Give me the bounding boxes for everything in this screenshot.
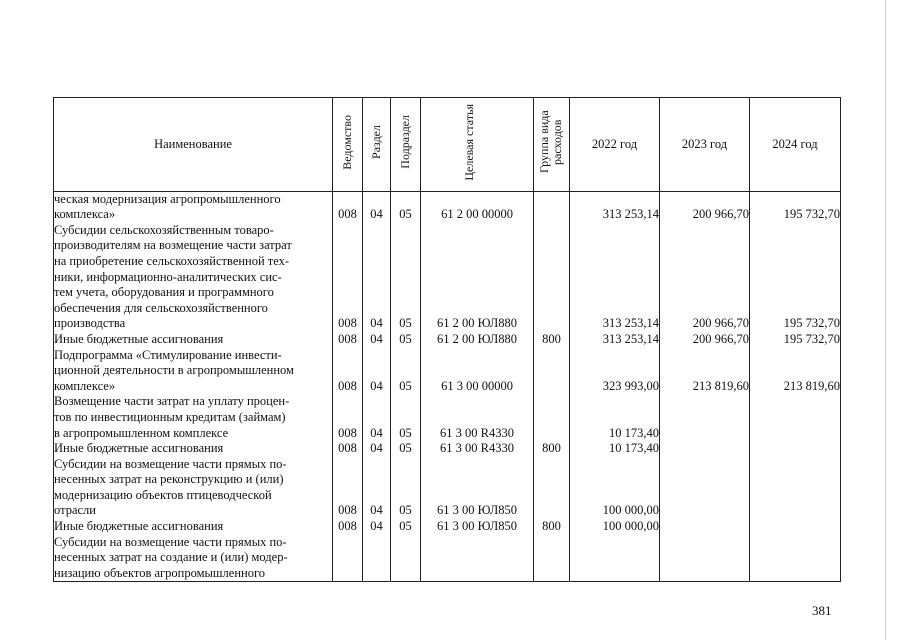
cell-target-article: 61 3 00 ЮЛ850 <box>421 457 534 519</box>
cell-name <box>54 519 333 535</box>
cell-target-article: 61 3 00 ЮЛ850 <box>421 519 534 535</box>
cell-2023: 200 966,70 <box>660 223 750 332</box>
cell-2023 <box>660 441 750 457</box>
name-line: Подпрограмма «Стимулирование инвести- <box>54 347 282 362</box>
cell-ministry <box>333 535 363 582</box>
table-row <box>54 223 841 332</box>
name-line: низацию объектов агропромышленного <box>54 565 266 580</box>
table-row <box>54 457 841 519</box>
cell-2024 <box>750 394 841 441</box>
cell-expense-group: 800 <box>534 441 570 457</box>
cell-section: 04 <box>363 394 391 441</box>
cell-2023 <box>660 394 750 441</box>
cell-subsection: 05 <box>391 191 421 223</box>
header-name: Наименование <box>54 98 333 192</box>
cell-2024 <box>750 519 841 535</box>
name-line: модернизацию объектов птицеводческой <box>54 487 272 502</box>
table-row <box>54 441 841 457</box>
cell-section: 04 <box>363 348 391 395</box>
cell-expense-group <box>534 457 570 519</box>
cell-expense-group <box>534 394 570 441</box>
cell-ministry: 008 <box>333 394 363 441</box>
name-line: на приобретение сельскохозяйственной тех- <box>54 253 290 268</box>
name-line: ники, информационно-аналитических сис- <box>54 269 282 284</box>
page-number: 381 <box>812 603 832 618</box>
cell-ministry: 008 <box>333 519 363 535</box>
cell-target-article <box>421 535 534 582</box>
name-line: Субсидии на возмещение части прямых по- <box>54 456 287 471</box>
budget-table <box>53 97 841 582</box>
cell-name <box>54 223 333 332</box>
name-line: в агропромышленном комплексе <box>54 425 229 440</box>
cell-target-article: 61 3 00 00000 <box>421 348 534 395</box>
cell-2023 <box>660 457 750 519</box>
cell-target-article: 61 2 00 ЮЛ880 <box>421 332 534 348</box>
cell-2023: 200 966,70 <box>660 332 750 348</box>
cell-section: 04 <box>363 457 391 519</box>
cell-2022: 313 253,14 <box>570 332 660 348</box>
name-line: производства <box>54 316 126 331</box>
cell-ministry: 008 <box>333 191 363 223</box>
cell-2022 <box>570 535 660 582</box>
name-line: несенных затрат на реконструкцию и (или) <box>54 472 284 487</box>
header-year-2024: 2024 год <box>750 98 841 192</box>
table-header-row <box>54 98 841 192</box>
cell-subsection: 05 <box>391 332 421 348</box>
name-line: комплексе» <box>54 378 116 393</box>
name-line: Субсидии на возмещение части прямых по- <box>54 534 287 549</box>
cell-subsection: 05 <box>391 348 421 395</box>
cell-section: 04 <box>363 223 391 332</box>
header-subsection: Подраздел <box>391 98 421 192</box>
name-line: Субсидии сельскохозяйственным товаро- <box>54 222 274 237</box>
table-row <box>54 394 841 441</box>
cell-subsection: 05 <box>391 457 421 519</box>
cell-2024 <box>750 441 841 457</box>
name-line: тов по инвестиционным кредитам (займам) <box>54 409 286 424</box>
name-line: ческая модернизация агропромышленного <box>54 191 281 206</box>
cell-subsection <box>391 535 421 582</box>
cell-2023 <box>660 519 750 535</box>
cell-target-article: 61 3 00 R4330 <box>421 441 534 457</box>
table-row <box>54 348 841 395</box>
cell-2022: 100 000,00 <box>570 457 660 519</box>
cell-2022: 10 173,40 <box>570 441 660 457</box>
name-line: тем учета, оборудования и программного <box>54 285 274 300</box>
cell-subsection: 05 <box>391 394 421 441</box>
cell-2022: 313 253,14 <box>570 191 660 223</box>
header-section: Раздел <box>363 98 391 192</box>
cell-2024 <box>750 457 841 519</box>
cell-ministry: 008 <box>333 457 363 519</box>
cell-ministry: 008 <box>333 348 363 395</box>
cell-2023: 200 966,70 <box>660 191 750 223</box>
cell-name <box>54 332 333 348</box>
name-line: Иные бюджетные ассигнования <box>54 441 224 456</box>
cell-expense-group <box>534 535 570 582</box>
table-row <box>54 519 841 535</box>
header-target-article: Целевая статья <box>421 98 534 192</box>
table-row <box>54 191 841 223</box>
cell-expense-group: 800 <box>534 519 570 535</box>
name-line: производителям на возмещение части затрат <box>54 238 292 253</box>
cell-subsection: 05 <box>391 519 421 535</box>
cell-section: 04 <box>363 191 391 223</box>
cell-subsection: 05 <box>391 223 421 332</box>
cell-subsection: 05 <box>391 441 421 457</box>
cell-ministry: 008 <box>333 441 363 457</box>
page-edge-line <box>885 0 886 640</box>
name-line: отрасли <box>54 503 96 518</box>
cell-expense-group <box>534 223 570 332</box>
header-year-2022: 2022 год <box>570 98 660 192</box>
header-year-2023: 2023 год <box>660 98 750 192</box>
cell-name <box>54 394 333 441</box>
cell-2023: 213 819,60 <box>660 348 750 395</box>
name-line: обеспечения для сельскохозяйственного <box>54 300 268 315</box>
header-expense-group: Группа вида расходов <box>534 98 570 192</box>
cell-section: 04 <box>363 332 391 348</box>
header-ministry: Ведомство <box>333 98 363 192</box>
name-line: Возмещение части затрат на уплату процен- <box>54 394 290 409</box>
cell-expense-group: 800 <box>534 332 570 348</box>
cell-2024 <box>750 535 841 582</box>
cell-target-article: 61 2 00 ЮЛ880 <box>421 223 534 332</box>
cell-name <box>54 348 333 395</box>
cell-ministry: 008 <box>333 332 363 348</box>
cell-2024: 195 732,70 <box>750 223 841 332</box>
cell-2024: 195 732,70 <box>750 191 841 223</box>
cell-target-article: 61 3 00 R4330 <box>421 394 534 441</box>
name-line: несенных затрат на создание и (или) модер- <box>54 550 288 565</box>
name-line: ционной деятельности в агропромышленном <box>54 363 294 378</box>
cell-expense-group <box>534 348 570 395</box>
cell-2022: 10 173,40 <box>570 394 660 441</box>
name-line: Иные бюджетные ассигнования <box>54 331 224 346</box>
table-row <box>54 535 841 582</box>
name-line: Иные бюджетные ассигнования <box>54 519 224 534</box>
cell-expense-group <box>534 191 570 223</box>
cell-2022: 323 993,00 <box>570 348 660 395</box>
cell-2024: 213 819,60 <box>750 348 841 395</box>
cell-section <box>363 535 391 582</box>
table-row <box>54 332 841 348</box>
cell-ministry: 008 <box>333 223 363 332</box>
cell-name <box>54 441 333 457</box>
cell-section: 04 <box>363 441 391 457</box>
cell-2022: 313 253,14 <box>570 223 660 332</box>
cell-2023 <box>660 535 750 582</box>
cell-2024: 195 732,70 <box>750 332 841 348</box>
cell-name <box>54 191 333 223</box>
cell-name <box>54 457 333 519</box>
name-line: комплекса» <box>54 207 116 222</box>
cell-2022: 100 000,00 <box>570 519 660 535</box>
cell-name <box>54 535 333 582</box>
cell-section: 04 <box>363 519 391 535</box>
cell-target-article: 61 2 00 00000 <box>421 191 534 223</box>
